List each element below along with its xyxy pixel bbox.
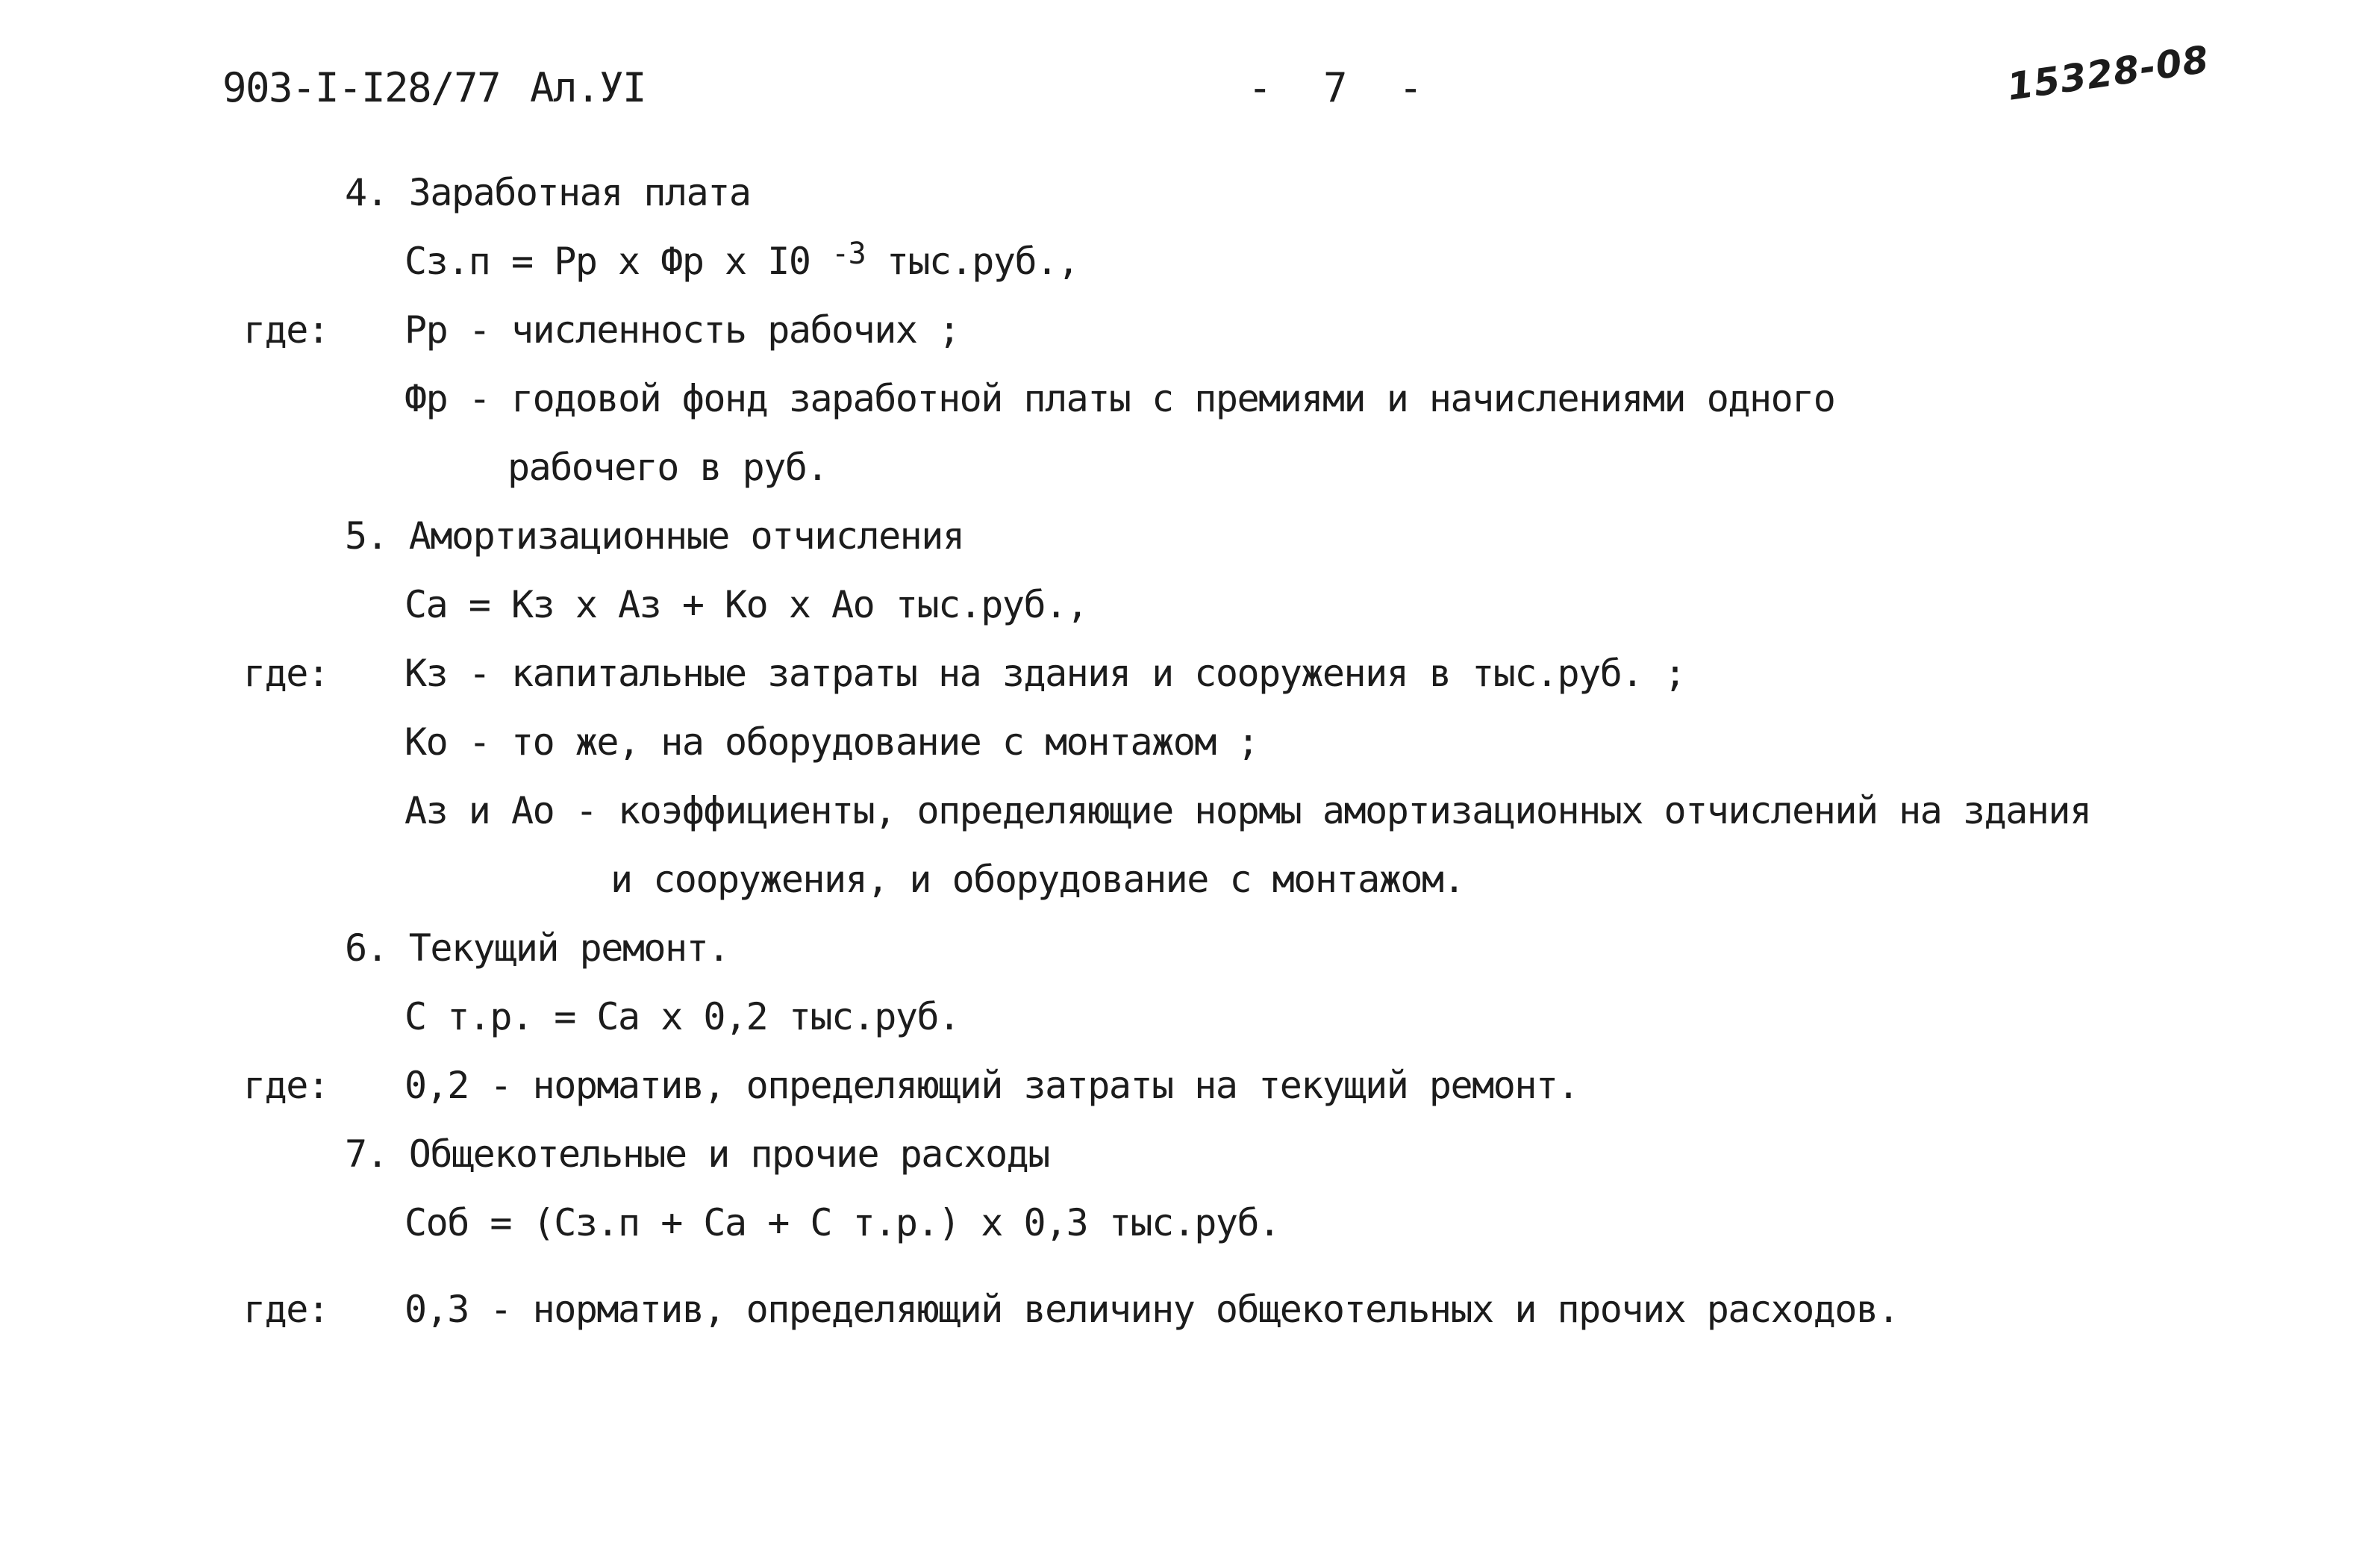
definition-repair-norm: 0,2 - норматив, определяющий затраты на текущий ремонт. <box>405 1064 1579 1107</box>
definition-az-ao: Аз и Ао - коэффициенты, определяющие нормы амортизационных отчислений на здания <box>405 789 2091 832</box>
formula-wages-main: Cз.п = Рр х Фр х I0 <box>405 240 832 283</box>
definition-pr: Рр - численность рабочих ; <box>405 308 960 352</box>
where-label: где: <box>243 308 329 352</box>
item-7-heading: 7. Общекотельные и прочие расходы <box>345 1132 1049 1176</box>
item-6-heading: 6. Текущий ремонт. <box>345 926 729 970</box>
definition-overhead-norm: 0,3 - норматив, определяющий величину общекотельных и прочих расходов. <box>405 1288 1899 1331</box>
definition-az-ao-cont: и сооружения, и оборудование с монтажом. <box>610 858 1465 901</box>
item-4-heading: 4. Заработная плата <box>345 171 751 214</box>
handwritten-number: 15328-08 <box>2004 37 2212 109</box>
formula-wages-unit: тыс.руб., <box>865 240 1079 283</box>
formula-wages-exponent: -3 <box>831 237 866 271</box>
where-label: где: <box>243 652 329 695</box>
formula-repair: С т.р. = Cа х 0,2 тыс.руб. <box>405 995 960 1038</box>
definition-fr: Фр - годовой фонд заработной платы с премиями и начислениями одного <box>405 377 1835 420</box>
definition-fr-cont: рабочего в руб. <box>507 446 828 489</box>
document-code: 903-I-I28/77 <box>222 64 501 111</box>
where-label: где: <box>243 1288 329 1331</box>
item-5-heading: 5. Амортизационные отчисления <box>345 514 964 558</box>
page-number: - 7 - <box>1248 64 1437 111</box>
formula-wages <box>405 239 1078 287</box>
where-label: где: <box>243 1064 329 1107</box>
sheet-label: Ал.УI <box>530 64 646 111</box>
formula-overhead: Соб = (Cз.п + Cа + С т.р.) х 0,3 тыс.руб. <box>405 1201 1280 1244</box>
definition-ko: Ко - то же, на оборудование с монтажом ; <box>405 720 1259 764</box>
formula-depreciation: Cа = Кз х Аз + Ко х Ао тыс.руб., <box>405 583 1088 626</box>
definition-kz: Кз - капитальные затраты на здания и сооружения в тыс.руб. ; <box>405 652 1686 695</box>
